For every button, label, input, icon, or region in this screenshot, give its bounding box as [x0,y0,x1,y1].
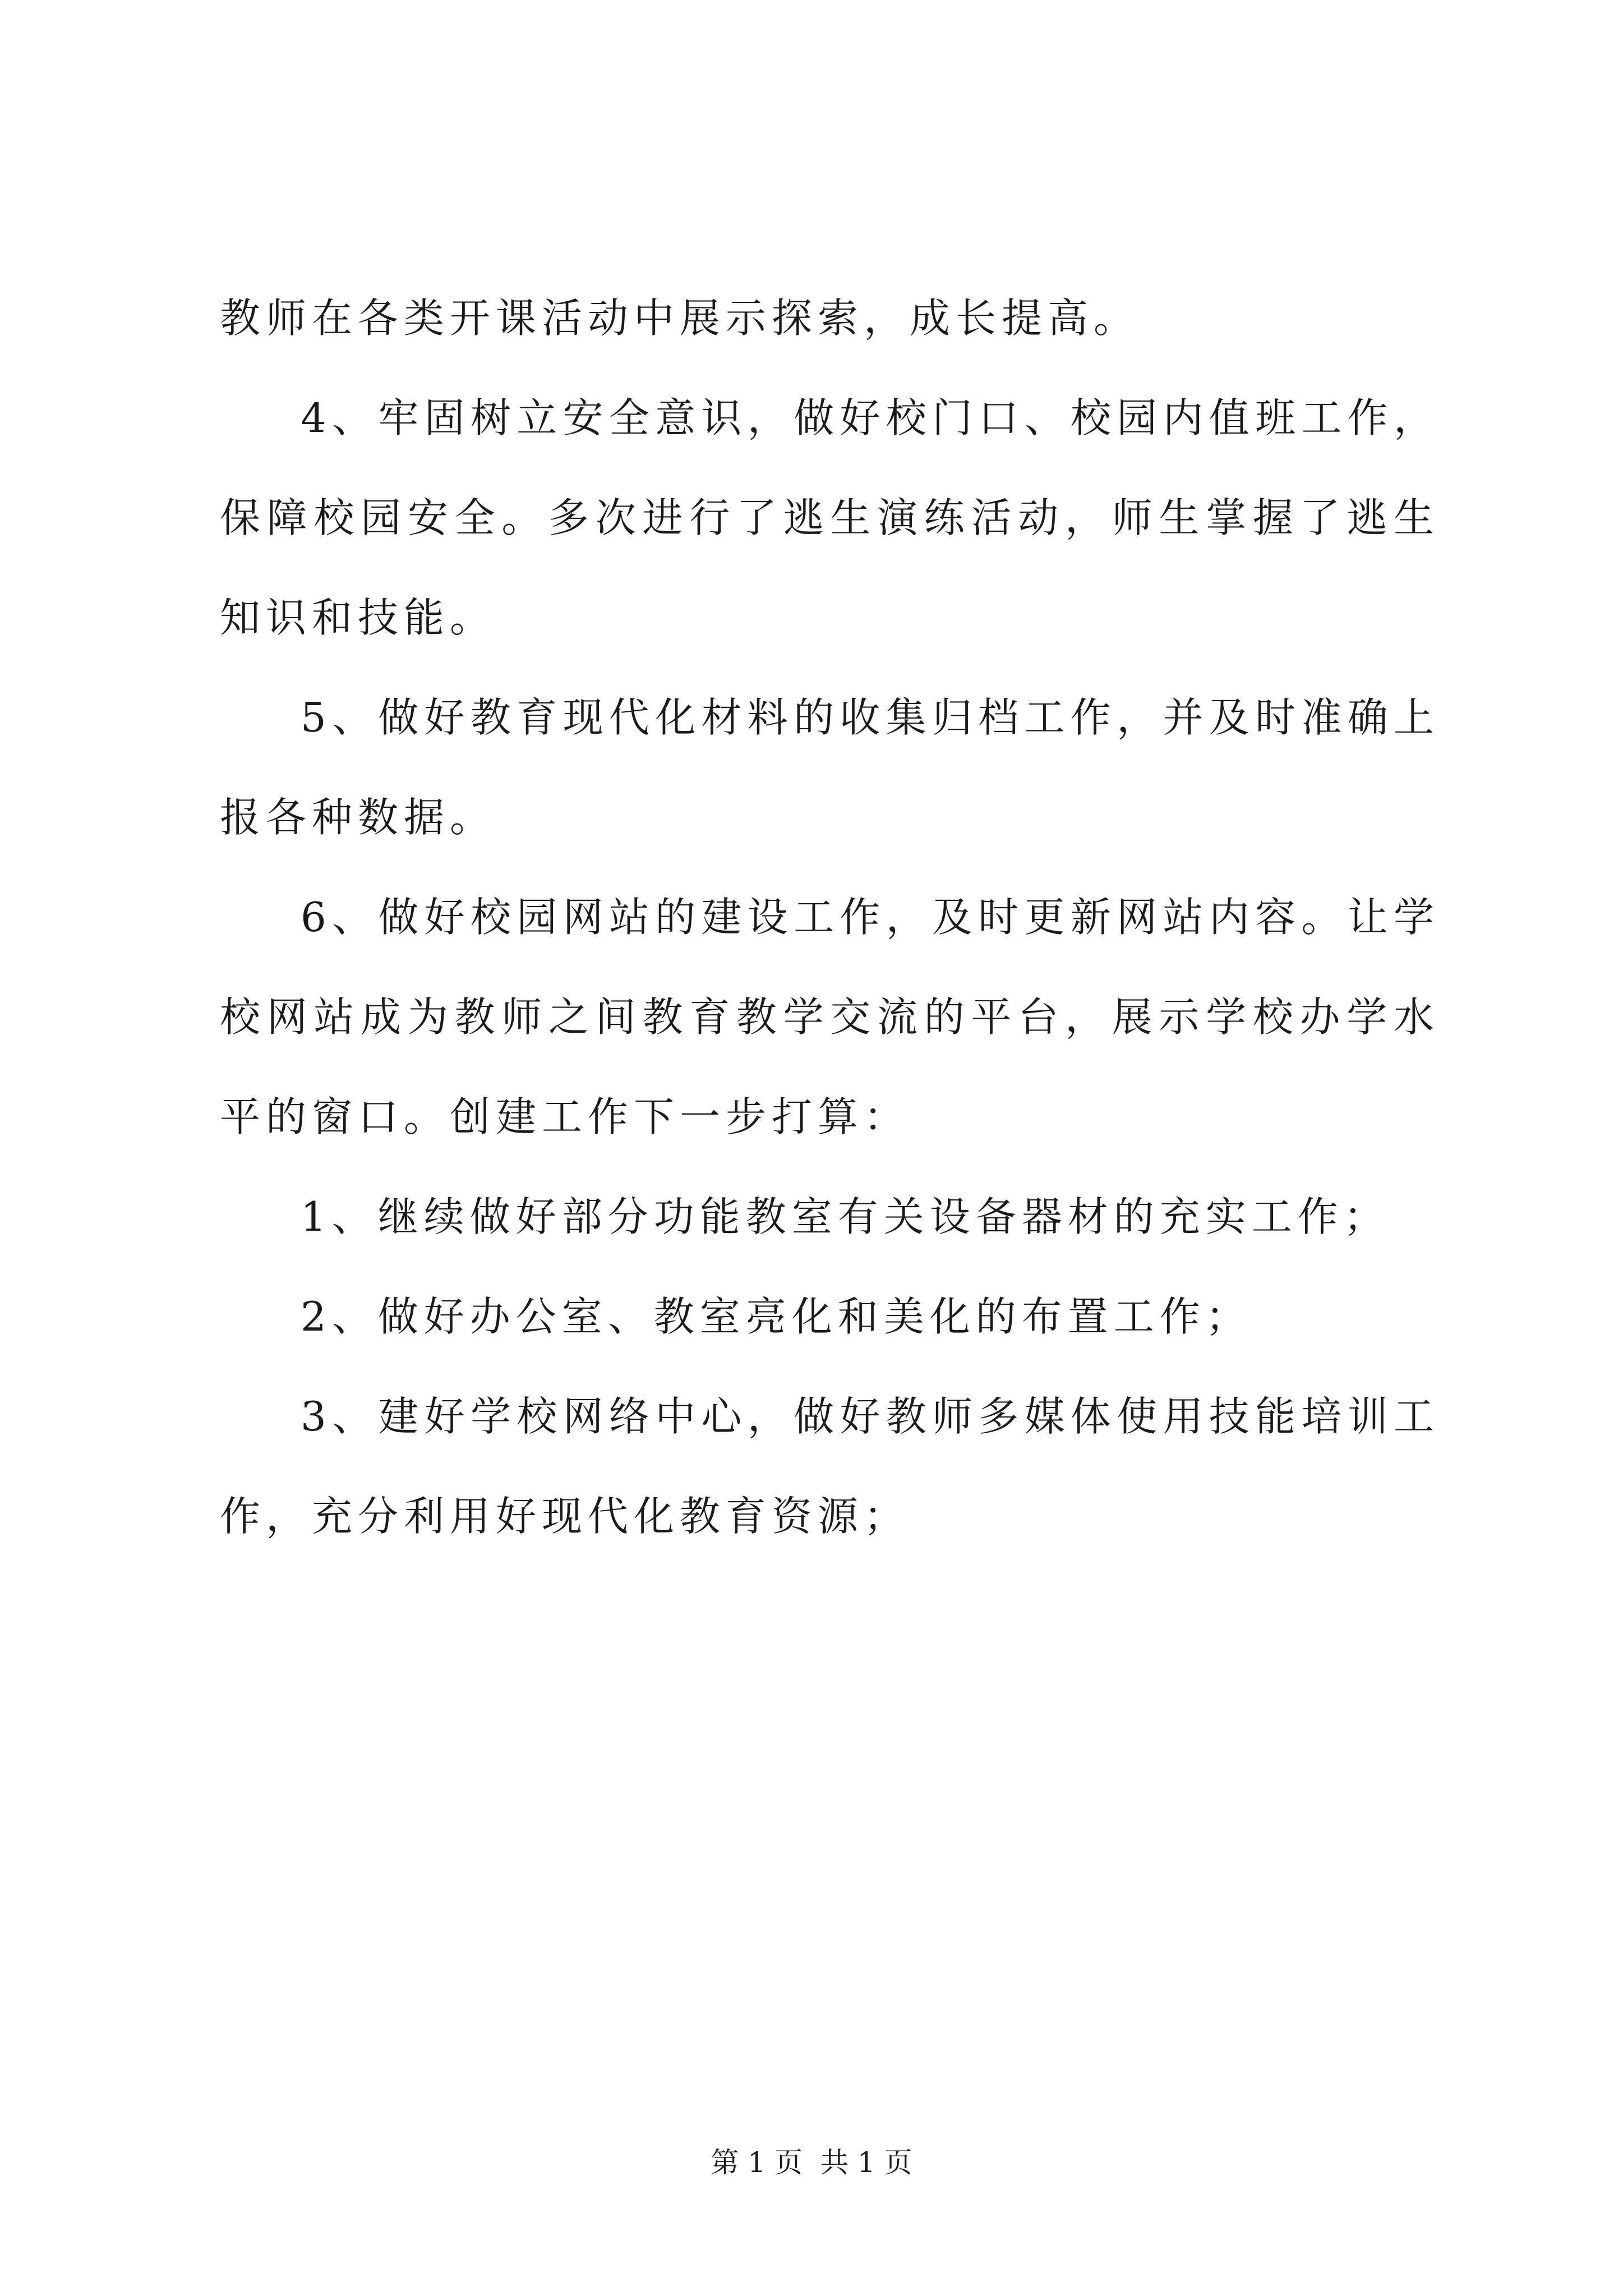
paragraph-item-4: 4、牢固树立安全意识，做好校门口、校园内值班工作，保障校园安全。多次进行了逃生演练活动，师生掌握了逃生知识和技能。 [220,394,1440,641]
paragraph-item-5: 5、做好教育现代化材料的收集归档工作，并及时准确上报各种数据。 [220,694,1440,841]
paragraph-plan-3: 3、建好学校网络中心，做好教师多媒体使用技能培训工作，充分利用好现代化教育资源； [220,1393,1440,1540]
document-body [220,268,1440,1566]
page-number-label: 第 1 页 共 1 页 [711,2146,912,2179]
paragraph-continuation: 教师在各类开课活动中展示探索，成长提高。 [220,295,1140,342]
paragraph-item-6: 6、做好校园网站的建设工作，及时更新网站内容。让学校网站成为教师之间教育教学交流的平台，展示学校办学水平的窗口。创建工作下一步打算： [220,894,1440,1140]
paragraph-plan-1: 1、继续做好部分功能教室有关设备器材的充实工作； [301,1193,1390,1240]
paragraph-plan-2: 2、做好办公室、教室亮化和美化的布置工作； [301,1293,1252,1340]
page-footer [0,2146,1623,2179]
